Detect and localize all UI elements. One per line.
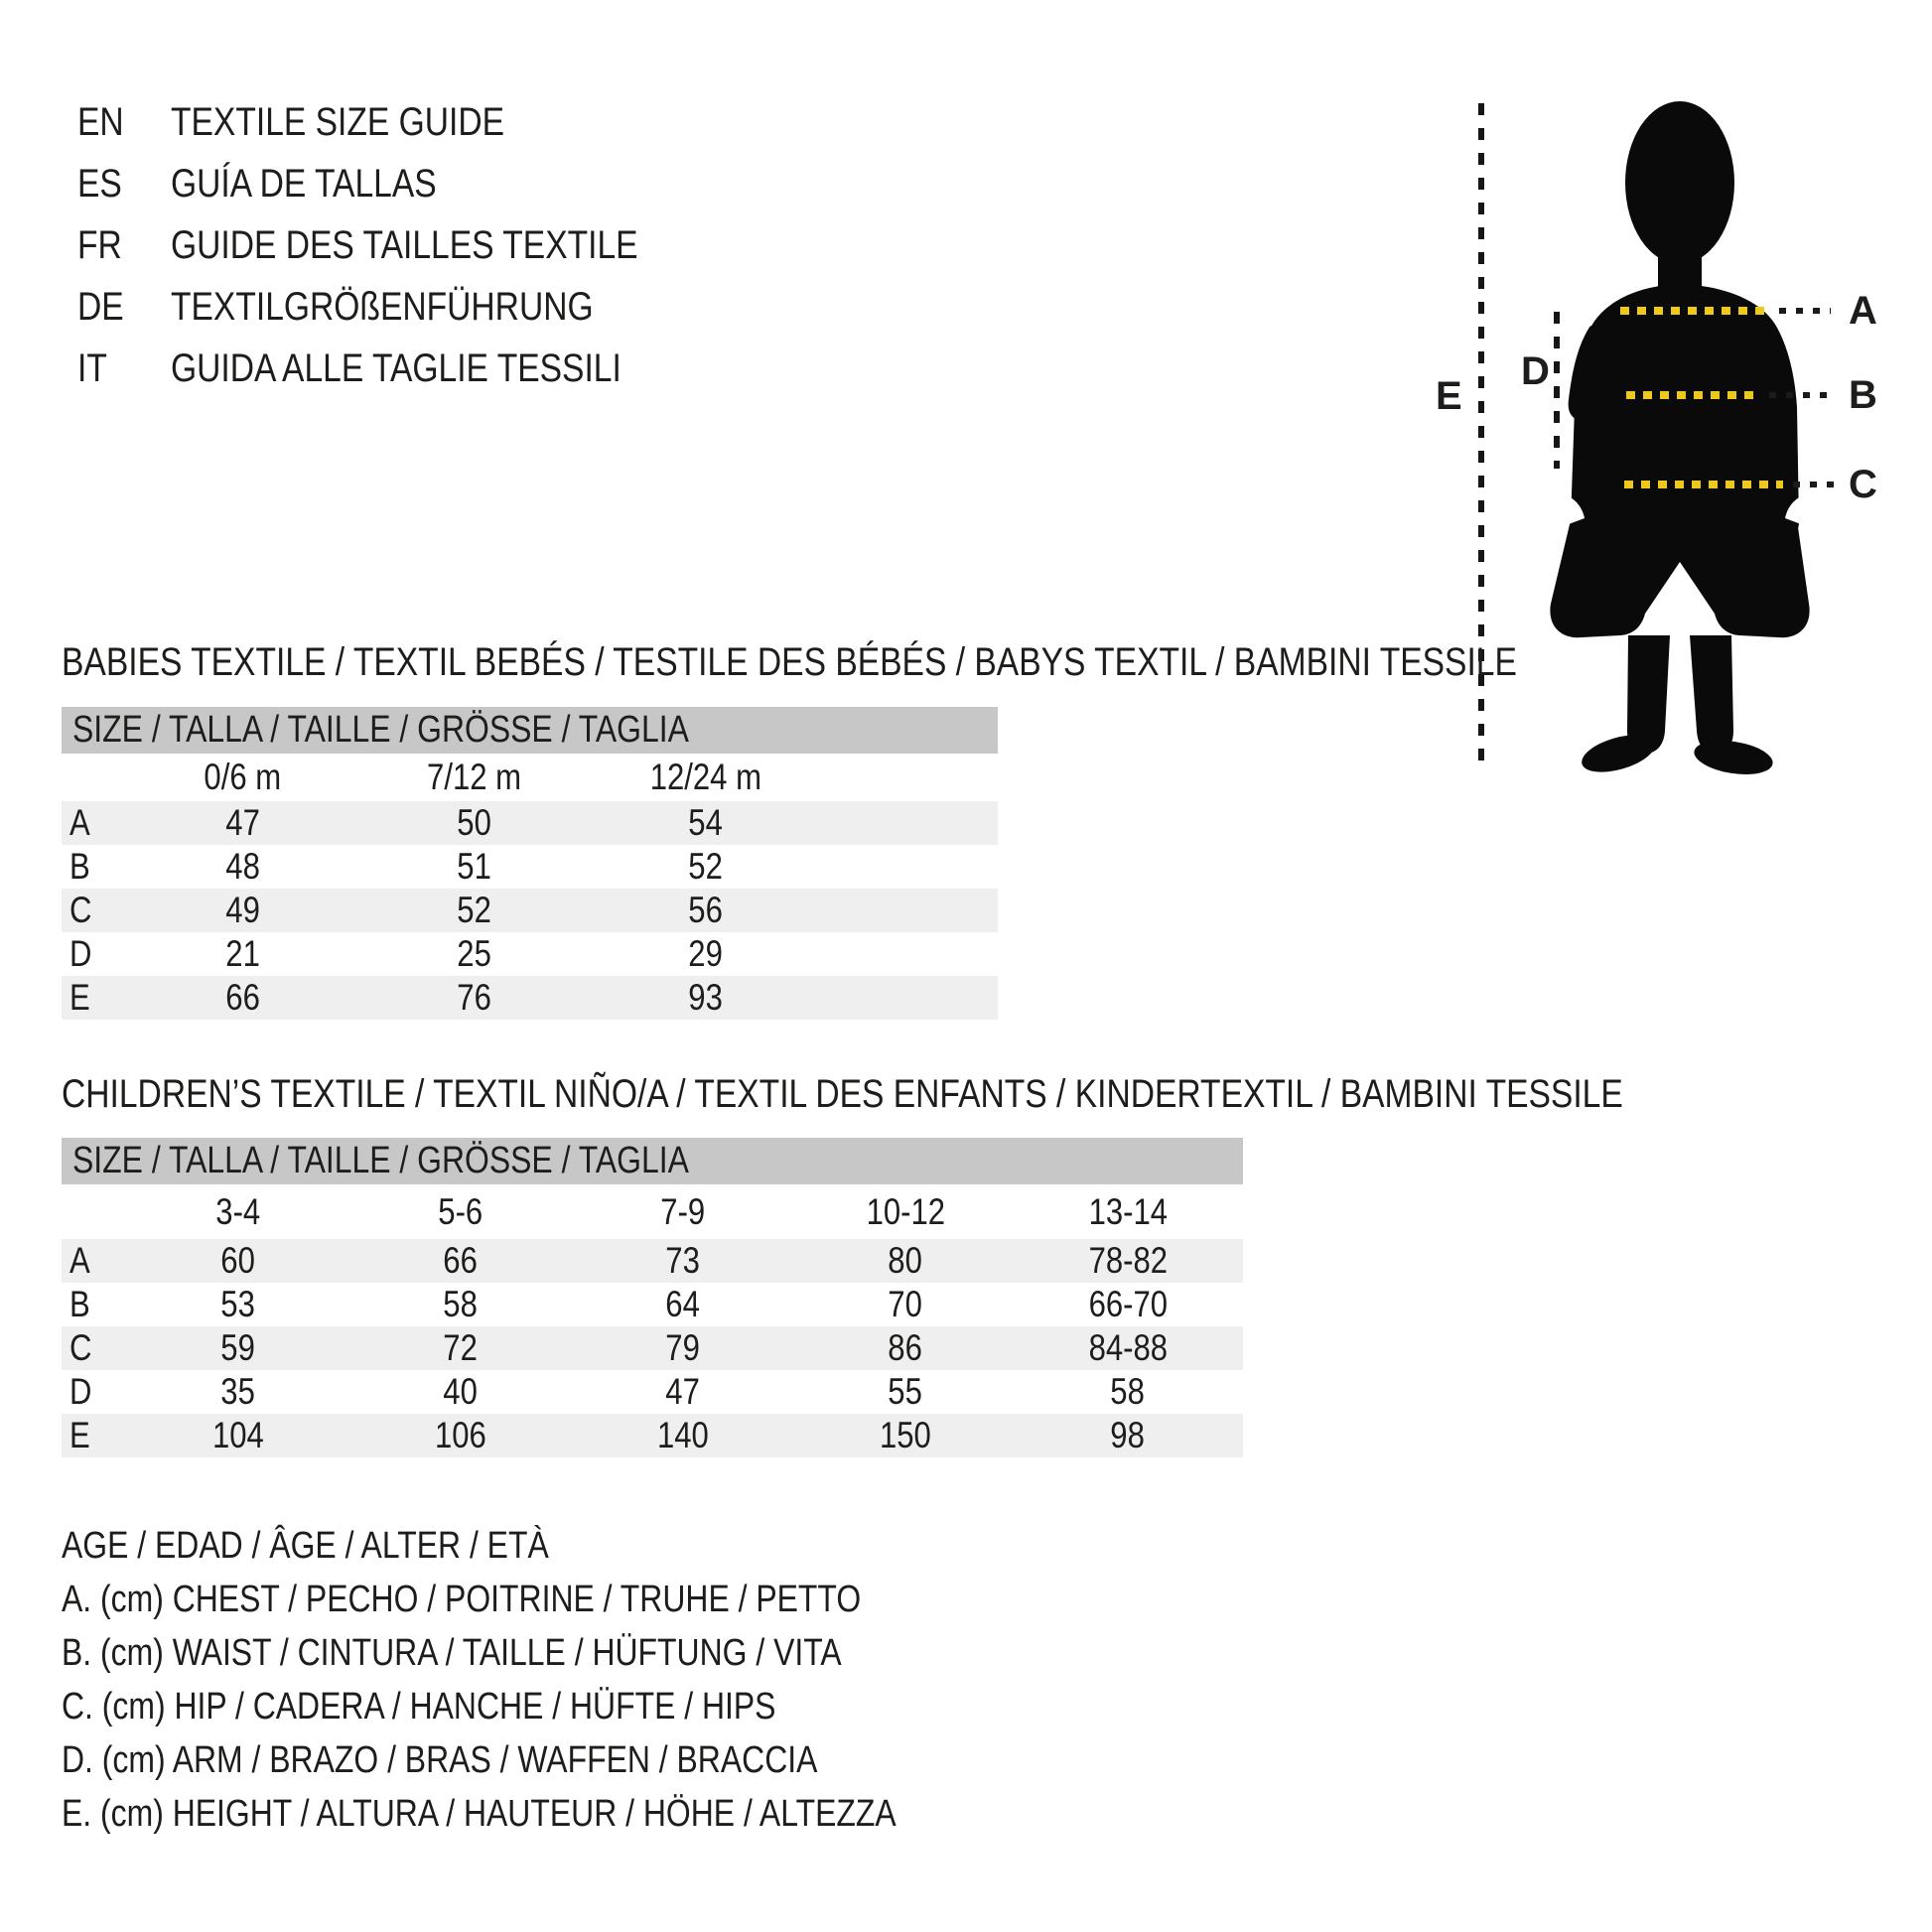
lang-title [171,223,727,268]
lang-title-label: GUIDE DES TAILLES TEXTILE [171,222,638,267]
row-label-text: C [69,890,92,930]
cell-text: 98 [1110,1415,1146,1455]
cell-value [127,1284,349,1325]
column-header-label: 10-12 [866,1190,945,1232]
cell-text: 52 [688,846,723,887]
row-label-text: D [69,933,92,974]
lang-title-label: TEXTILE SIZE GUIDE [171,99,505,144]
cell-text: 40 [443,1371,479,1412]
cell-value [1017,1284,1239,1325]
column-header-label: 3-4 [215,1190,261,1232]
cell-text: 78-82 [1088,1240,1168,1281]
cell-text: 93 [688,977,723,1018]
children-section-heading [62,1071,1920,1116]
lang-row-fr [77,214,727,276]
table-row-e [62,976,998,1020]
cell-text: 106 [435,1415,486,1455]
legend-text: E. (cm) HEIGHT / ALTURA / HAUTEUR / HÖHE / ALTEZZA [62,1792,897,1835]
legend-line-hip [62,1680,1055,1733]
cell-value [590,890,821,931]
cell-value [349,1240,572,1282]
cell-text: 29 [688,933,723,974]
legend-text: A. (cm) CHEST / PECHO / POITRINE / TRUHE / PETTO [62,1578,862,1620]
row-label-text: A [69,1240,90,1281]
cell-text: 104 [212,1415,264,1455]
lang-row-es [77,153,727,214]
cell-value [572,1327,794,1369]
measurement-legend [62,1519,1055,1841]
cell-value [1017,1371,1239,1413]
figure-label-a: A [1849,289,1877,333]
table-row-c [62,889,998,932]
cell-text: 80 [888,1240,923,1281]
size-header-label: SIZE / TALLA / TAILLE / GRÖSSE / TAGLIA [72,1140,689,1181]
table-row-a [62,1239,1243,1283]
cell-value [590,846,821,888]
cell-value [794,1240,1017,1282]
cell-value [794,1284,1017,1325]
cell-text: 140 [657,1415,709,1455]
cell-value [127,977,358,1019]
cell-value [127,1327,349,1369]
babies-section-heading [62,639,1794,684]
column-header [127,1191,349,1233]
legend-text: D. (cm) ARM / BRAZO / BRAS / WAFFEN / BRACCIA [62,1738,818,1781]
children-column-headers [62,1184,1243,1239]
lang-code [77,100,171,145]
lang-code [77,346,171,391]
row-label [62,1327,127,1369]
lang-title [171,162,487,207]
cell-text: 66-70 [1088,1284,1168,1324]
table-row-b [62,845,998,889]
legend-line-chest [62,1573,1055,1626]
lang-row-it [77,338,727,399]
cell-text: 59 [220,1327,256,1368]
legend-line-age [62,1519,1055,1573]
row-label-text: E [69,977,90,1018]
cell-value [127,890,358,931]
lang-title-label: GUÍA DE TALLAS [171,161,437,206]
row-label-text: B [69,1284,90,1324]
column-header [572,1191,794,1233]
cell-text: 60 [220,1240,256,1281]
legend-line-height [62,1787,1055,1841]
silhouette-shorts [1550,520,1809,637]
cell-value [794,1415,1017,1456]
lang-code [77,162,171,207]
cell-value [794,1327,1017,1369]
cell-text: 66 [225,977,260,1018]
cell-value [590,933,821,975]
cell-text: 47 [665,1371,701,1412]
babies-size-header-bar [62,707,998,754]
row-label [62,1284,127,1325]
cell-text: 55 [888,1371,923,1412]
cell-text: 50 [457,802,491,843]
cell-value [572,1240,794,1282]
row-label [62,802,127,844]
column-header-label: 7/12 m [426,757,522,797]
lang-code-label: EN [77,99,124,144]
row-label [62,1371,127,1413]
row-label-text: D [69,1371,92,1412]
row-label-text: A [69,802,90,843]
cell-value [349,1371,572,1413]
cell-value [127,1371,349,1413]
lang-code-label: DE [77,284,124,329]
cell-value [127,933,358,975]
cell-text: 58 [1110,1371,1146,1412]
row-label [62,1240,127,1282]
cell-text: 51 [457,846,491,887]
lang-title [171,100,568,145]
lang-code-label: IT [77,345,107,390]
table-row-d [62,932,998,976]
cell-text: 66 [443,1240,479,1281]
children-size-table [62,1138,1243,1457]
row-label-text: C [69,1327,92,1368]
cell-text: 47 [225,802,260,843]
cell-value [349,1415,572,1456]
babies-size-table [62,707,998,1020]
cell-text: 64 [665,1284,701,1324]
column-header [127,757,358,798]
cell-value [794,1371,1017,1413]
table-row-d [62,1370,1243,1414]
children-heading-label: CHILDREN’S TEXTILE / TEXTIL NIÑO/A / TEXTIL DES ENFANTS / KINDERTEXTIL / BAMBINI TESSILE [62,1071,1623,1116]
lang-title-label: GUIDA ALLE TAGLIE TESSILI [171,345,621,390]
figure-label-e: E [1436,374,1462,418]
row-label-text: B [69,846,90,887]
legend-line-waist [62,1626,1055,1680]
lang-row-de [77,276,727,338]
silhouette-right-sleeve [1747,326,1791,421]
cell-value [1017,1240,1239,1282]
column-header-label: 5-6 [438,1190,483,1232]
column-header-label: 7-9 [660,1190,706,1232]
cell-text: 48 [225,846,260,887]
legend-text: B. (cm) WAIST / CINTURA / TAILLE / HÜFTUNG / VITA [62,1631,842,1674]
table-row-a [62,801,998,845]
cell-text: 70 [888,1284,923,1324]
lang-code [77,223,171,268]
legend-text: AGE / EDAD / ÂGE / ALTER / ETÀ [62,1524,549,1567]
cell-value [358,802,590,844]
legend-line-arm [62,1733,1055,1787]
cell-text: 21 [225,933,260,974]
cell-text: 53 [220,1284,256,1324]
cell-value [349,1284,572,1325]
lang-code [77,285,171,330]
cell-text: 56 [688,890,723,930]
row-label [62,933,127,975]
size-header-label: SIZE / TALLA / TAILLE / GRÖSSE / TAGLIA [72,709,689,751]
lang-title-label: TEXTILGRÖßENFÜHRUNG [171,284,594,329]
row-label [62,890,127,931]
lang-title [171,285,674,330]
cell-value [127,802,358,844]
column-header [1017,1191,1239,1233]
cell-text: 84-88 [1088,1327,1168,1368]
column-header-label: 12/24 m [649,757,761,797]
cell-value [358,977,590,1019]
cell-text: 73 [665,1240,701,1281]
cell-text: 58 [443,1284,479,1324]
table-row-b [62,1283,1243,1326]
legend-text: C. (cm) HIP / CADERA / HANCHE / HÜFTE / HIPS [62,1685,776,1727]
cell-value [127,1240,349,1282]
cell-text: 150 [880,1415,931,1455]
language-title-list [77,91,727,399]
row-label [62,1415,127,1456]
cell-value [349,1327,572,1369]
figure-label-b: B [1849,373,1877,417]
cell-value [572,1371,794,1413]
table-row-e [62,1414,1243,1457]
cell-text: 76 [457,977,491,1018]
silhouette-torso [1571,284,1799,556]
column-header [794,1191,1017,1233]
cell-value [127,846,358,888]
cell-text: 25 [457,933,491,974]
lang-row-en [77,91,727,153]
table-row-c [62,1326,1243,1370]
cell-text: 79 [665,1327,701,1368]
row-label [62,977,127,1019]
cell-value [358,846,590,888]
cell-value [572,1415,794,1456]
column-header [590,757,821,798]
cell-text: 72 [443,1327,479,1368]
cell-value [127,1415,349,1456]
cell-value [590,802,821,844]
cell-value [1017,1327,1239,1369]
column-header-label: 13-14 [1088,1190,1168,1232]
cell-text: 54 [688,802,723,843]
cell-value [358,933,590,975]
babies-column-headers [62,754,998,801]
row-label [62,846,127,888]
row-label-text: E [69,1415,90,1455]
column-header [349,1191,572,1233]
silhouette-left-sleeve [1569,326,1612,421]
cell-value [358,890,590,931]
lang-code-label: ES [77,161,122,206]
figure-label-d: D [1521,349,1550,393]
babies-heading-label: BABIES TEXTILE / TEXTIL BEBÉS / TESTILE DES BÉBÉS / BABYS TEXTIL / BAMBINI TESSILE [62,639,1517,684]
column-header [358,757,590,798]
figure-label-c: C [1849,463,1877,506]
children-size-header-bar [62,1138,1243,1184]
silhouette-neck [1658,230,1702,292]
cell-text: 52 [457,890,491,930]
cell-value [590,977,821,1019]
cell-value [1017,1415,1239,1456]
cell-text: 35 [220,1371,256,1412]
lang-title [171,346,707,391]
cell-value [572,1284,794,1325]
cell-text: 49 [225,890,260,930]
lang-code-label: FR [77,222,122,267]
cell-text: 86 [888,1327,923,1368]
column-header-label: 0/6 m [204,757,282,797]
